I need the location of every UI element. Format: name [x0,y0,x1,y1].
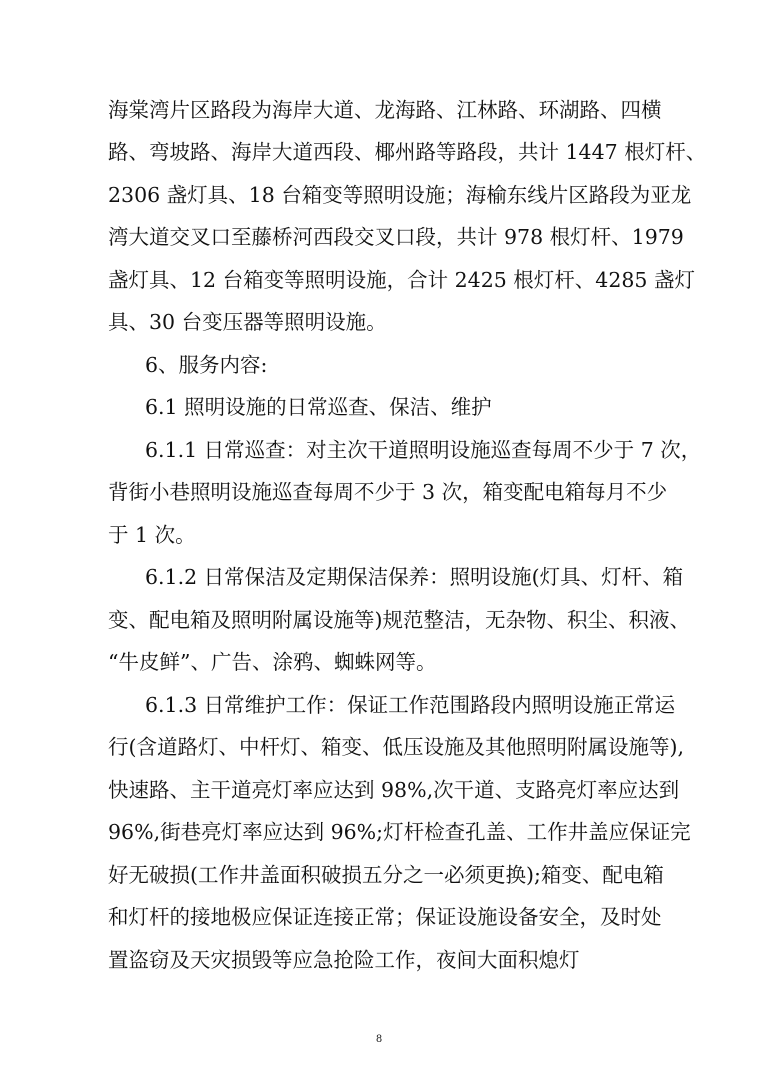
paragraph-line-3: 2306 盏灯具、18 台箱变等照明设施；海榆东线片区路段为亚龙 [108,183,692,207]
paragraph-6-1-3-line-2: 行(含道路灯、中杆灯、箱变、低压设施及其他照明附属设施等), [108,735,685,759]
paragraph-6-1-3-line-5: 好无破损(工作井盖面积破损五分之一必须更换);箱变、配电箱 [108,863,664,887]
paragraph-6-1-3-line-1: 6.1.3 日常维护工作：保证工作范围路段内照明设施正常运 [145,693,676,717]
paragraph-line-5: 盏灯具、12 台箱变等照明设施，合计 2425 根灯杆、4285 盏灯 [108,268,695,292]
paragraph-6-1-3-line-7: 置盗窃及天灾损毁等应急抢险工作，夜间大面积熄灯 [108,948,580,972]
paragraph-line-2: 路、弯坡路、海岸大道西段、椰州路等路段，共计 1447 根灯杆、 [108,140,707,164]
paragraph-6-1-1-line-2: 背街小巷照明设施巡查每周不少于 3 次，箱变配电箱每月不少 [108,480,668,504]
paragraph-6-1-3-line-4: 96%,街巷亮灯率应达到 96%;灯杆检查孔盖、工作井盖应保证完 [108,820,691,844]
paragraph-6-1-3-line-3: 快速路、主干道亮灯率应达到 98%,次干道、支路亮灯率应达到 [108,778,680,802]
paragraph-6-1-2-line-2: 变、配电箱及照明附属设施等)规范整洁，无杂物、积尘、积液、 [108,608,690,632]
paragraph-line-6: 具、30 台变压器等照明设施。 [108,310,387,334]
page-number: 8 [375,1034,383,1045]
paragraph-6-1-1-line-3: 于 1 次。 [108,523,196,547]
paragraph-6-1-2-line-3: “牛皮鲜”、广告、涂鸦、蜘蛛网等。 [108,650,437,674]
paragraph-6-1-3-line-6: 和灯杆的接地极应保证连接正常；保证设施设备安全，及时处 [108,905,662,929]
paragraph-6-1-1-line-1: 6.1.1 日常巡查：对主次干道照明设施巡查每周不少于 7 次， [145,438,702,462]
section-heading-service-content: 6、服务内容: [145,353,268,377]
paragraph-line-1: 海棠湾片区路段为海岸大道、龙海路、江林路、环湖路、四横 [108,98,662,122]
paragraph-line-4: 湾大道交叉口至藤桥河西段交叉口段，共计 978 根灯杆、1979 [108,225,684,249]
paragraph-6-1-2-line-1: 6.1.2 日常保洁及定期保洁保养：照明设施(灯具、灯杆、箱 [145,565,684,589]
subsection-heading-6-1: 6.1 照明设施的日常巡查、保洁、维护 [145,395,492,419]
